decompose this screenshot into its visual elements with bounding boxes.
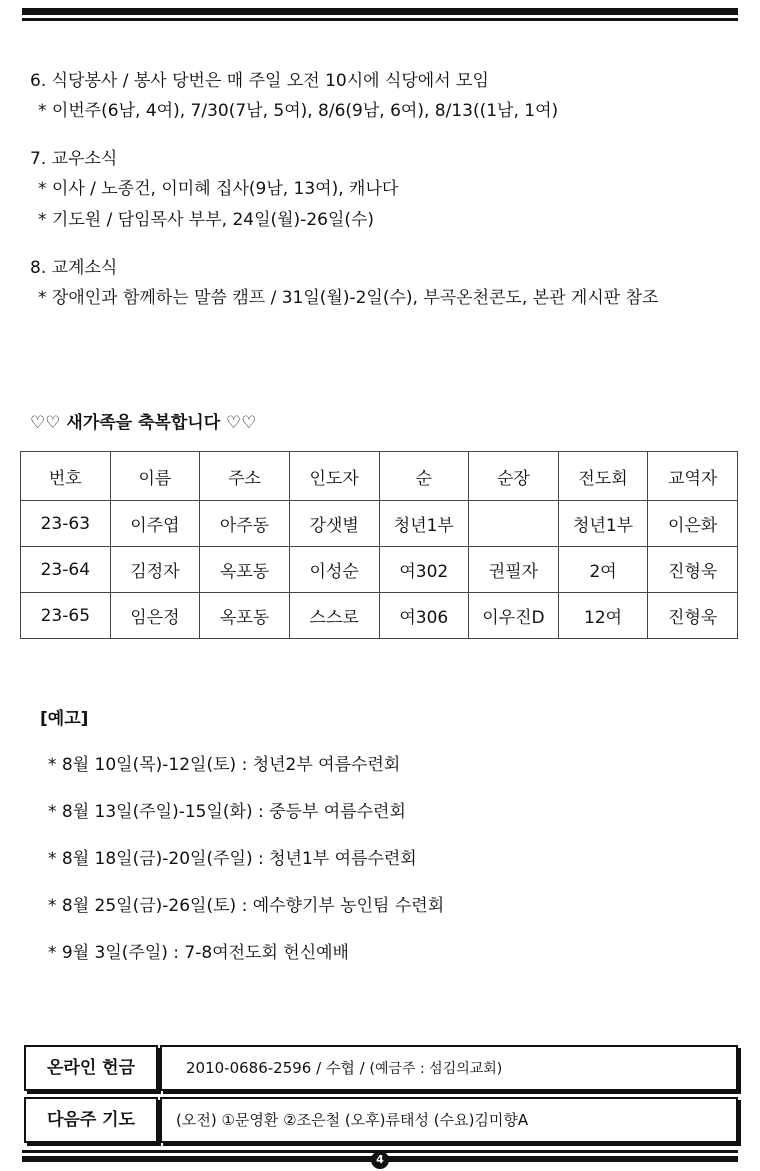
table-cell: 여306: [379, 593, 469, 639]
next-prayer-text: (오전) ①문영환 ②조은철 (오후)류태성 (수요)김미향A: [176, 1111, 529, 1129]
table-header-row: [21, 452, 738, 501]
table-cell: 옥포동: [200, 593, 290, 639]
table-cell: 청년1부: [558, 501, 648, 547]
new-family-table: [20, 451, 738, 639]
table-cell: 김정자: [110, 547, 200, 593]
top-rule: [22, 8, 738, 22]
announcement-6-title: 6. 식당봉사 / 봉사 당번은 매 주일 오전 10시에 식당에서 모임: [30, 71, 489, 91]
table-cell: 23-64: [21, 547, 111, 593]
announcement-7-title: 7. 교우소식: [30, 149, 118, 169]
col-header: 교역자: [648, 452, 738, 501]
table-cell: 이주엽: [110, 501, 200, 547]
table-cell: 권필자: [469, 547, 559, 593]
table-row: [21, 501, 738, 547]
table-cell: 아주동: [200, 501, 290, 547]
notice-title: [예고]: [40, 709, 89, 729]
col-header: 이름: [110, 452, 200, 501]
online-offering-label: 온라인 헌금: [24, 1045, 158, 1091]
table-cell: 청년1부: [379, 501, 469, 547]
table-cell: 임은정: [110, 593, 200, 639]
new-family-title: ♡♡ 새가족을 축복합니다 ♡♡: [30, 413, 257, 433]
table-cell: 진형욱: [648, 593, 738, 639]
page-number: 4: [371, 1151, 389, 1169]
announcement-7-detail-2: * 기도원 / 담임목사 부부, 24일(월)-26일(수): [38, 210, 375, 230]
table-cell: 이우진D: [469, 593, 559, 639]
online-offering-account: 2010-0686-2596 / 수협 /: [186, 1059, 370, 1077]
online-offering-box: [160, 1045, 738, 1091]
notice-item: * 8월 25일(금)-26일(토) : 예수향기부 농인팀 수련회: [48, 896, 445, 916]
table-cell: 2여: [558, 547, 648, 593]
notice-item: * 9월 3일(주일) : 7-8여전도회 헌신예배: [48, 943, 349, 963]
table-cell: 스스로: [289, 593, 379, 639]
col-header: 인도자: [289, 452, 379, 501]
table-cell: [469, 501, 559, 547]
table-cell: 옥포동: [200, 547, 290, 593]
announcement-8-title: 8. 교계소식: [30, 258, 118, 278]
table-cell: 강샛별: [289, 501, 379, 547]
table-cell: 12여: [558, 593, 648, 639]
col-header: 주소: [200, 452, 290, 501]
announcement-8-detail: * 장애인과 함께하는 말씀 캠프 / 31일(월)-2일(수), 부곡온천콘도, 본관 게시판 참조: [38, 288, 659, 308]
next-prayer-label: 다음주 기도: [24, 1097, 158, 1143]
notice-item: * 8월 18일(금)-20일(주일) : 청년1부 여름수련회: [48, 849, 417, 869]
notice-item: * 8월 10일(목)-12일(토) : 청년2부 여름수련회: [48, 755, 401, 775]
next-prayer-box: [160, 1097, 738, 1143]
col-header: 순장: [469, 452, 559, 501]
table-row: [21, 593, 738, 639]
table-cell: 이은화: [648, 501, 738, 547]
col-header: 순: [379, 452, 469, 501]
table-cell: 여302: [379, 547, 469, 593]
announcement-7-detail-1: * 이사 / 노종건, 이미혜 집사(9남, 13여), 캐나다: [38, 179, 399, 199]
table-row: [21, 547, 738, 593]
table-cell: 진형욱: [648, 547, 738, 593]
table-cell: 23-65: [21, 593, 111, 639]
table-cell: 23-63: [21, 501, 111, 547]
announcement-6-detail: * 이번주(6남, 4여), 7/30(7남, 5여), 8/6(9남, 6여), 8/13((1남, 1여): [38, 101, 559, 121]
col-header: 전도회: [558, 452, 648, 501]
table-cell: 이성순: [289, 547, 379, 593]
col-header: 번호: [21, 452, 111, 501]
online-offering-holder: (예금주 : 섬김의교회): [369, 1061, 503, 1077]
notice-item: * 8월 13일(주일)-15일(화) : 중등부 여름수련회: [48, 802, 406, 822]
